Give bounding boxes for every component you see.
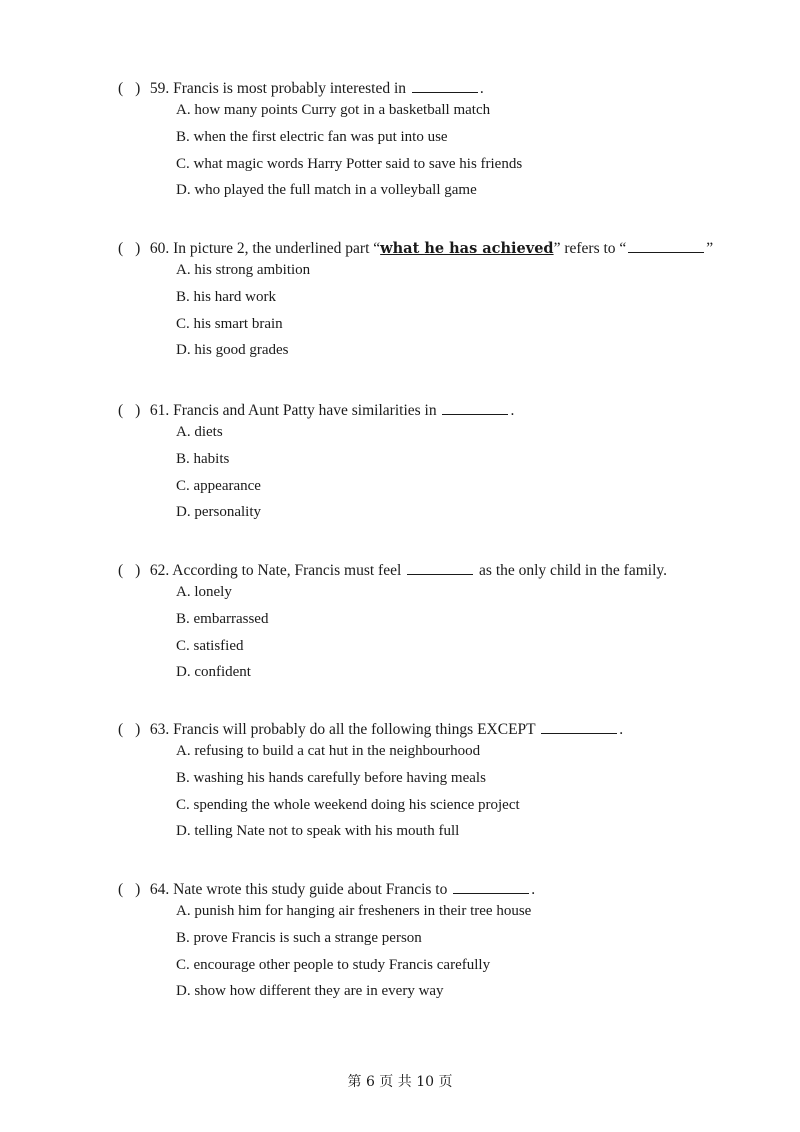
answer-blank bbox=[442, 400, 508, 415]
option-b: B. prove Francis is such a strange person bbox=[176, 929, 422, 946]
question-61 bbox=[118, 400, 778, 529]
question-stem bbox=[118, 78, 778, 100]
answer-blank bbox=[453, 879, 529, 894]
stem-text: Francis and Aunt Patty have similarities in bbox=[173, 402, 437, 419]
option-c: C. spending the whole weekend doing his science project bbox=[176, 796, 520, 813]
option-a: A. refusing to build a cat hut in the neighbourhood bbox=[176, 743, 481, 759]
option-d: D. show how different they are in every way bbox=[176, 983, 444, 1000]
answer-bracket[interactable]: ( ) bbox=[118, 240, 141, 257]
stem-end: . bbox=[531, 881, 536, 898]
options-list bbox=[176, 422, 778, 529]
stem-mid: ” refers to “ bbox=[553, 240, 627, 257]
question-63 bbox=[118, 719, 778, 848]
stem-end: . bbox=[510, 402, 515, 419]
question-59 bbox=[118, 78, 778, 207]
option-d: D. his good grades bbox=[176, 342, 289, 359]
option-d: D. who played the full match in a volleyball game bbox=[176, 182, 477, 199]
option-c: C. his smart brain bbox=[176, 315, 283, 332]
option-a: A. lonely bbox=[176, 584, 232, 600]
question-64 bbox=[118, 879, 778, 1008]
question-number: 61. bbox=[149, 402, 170, 419]
stem-end: . bbox=[479, 80, 484, 97]
option-c: C. satisfied bbox=[176, 637, 244, 654]
option-b: B. when the first electric fan was put into use bbox=[176, 128, 448, 145]
option-b: B. habits bbox=[176, 450, 230, 467]
stem-end: . bbox=[619, 721, 624, 738]
stem-text: According to Nate, Francis must feel bbox=[172, 562, 402, 579]
question-60 bbox=[118, 238, 778, 367]
question-stem bbox=[118, 719, 778, 741]
option-c: C. appearance bbox=[176, 477, 261, 494]
underlined-phrase: what he has achieved bbox=[380, 240, 554, 257]
options-list bbox=[176, 260, 778, 367]
question-number: 59. bbox=[149, 80, 170, 97]
option-b: B. his hard work bbox=[176, 288, 276, 305]
answer-bracket[interactable]: ( ) bbox=[118, 80, 141, 97]
answer-blank bbox=[412, 78, 478, 93]
question-number: 63. bbox=[149, 721, 170, 738]
stem-text: Nate wrote this study guide about Francis to bbox=[173, 881, 448, 898]
question-number: 64. bbox=[149, 881, 170, 898]
stem-text: In picture 2, the underlined part “ bbox=[173, 240, 381, 257]
answer-bracket[interactable]: ( ) bbox=[118, 881, 141, 898]
option-a: A. his strong ambition bbox=[176, 262, 311, 278]
stem-text: Francis will probably do all the following things EXCEPT bbox=[173, 721, 536, 738]
answer-blank bbox=[541, 719, 617, 734]
option-b: B. washing his hands carefully before having meals bbox=[176, 769, 486, 786]
options-list bbox=[176, 582, 778, 689]
question-stem bbox=[118, 879, 778, 901]
option-a: A. how many points Curry got in a basketball match bbox=[176, 102, 491, 118]
answer-bracket[interactable]: ( ) bbox=[118, 721, 141, 738]
option-d: D. confident bbox=[176, 664, 251, 681]
options-list bbox=[176, 741, 778, 848]
option-a: A. punish him for hanging air fresheners in their tree house bbox=[176, 903, 532, 919]
question-stem bbox=[118, 560, 778, 582]
options-list bbox=[176, 901, 778, 1008]
stem-end: ” bbox=[706, 240, 714, 257]
option-c: C. encourage other people to study Francis carefully bbox=[176, 956, 491, 973]
answer-bracket[interactable]: ( ) bbox=[118, 562, 141, 579]
option-d: D. telling Nate not to speak with his mouth full bbox=[176, 823, 460, 840]
page-number-footer: 第 6 页 共 10 页 bbox=[347, 1074, 453, 1090]
answer-blank bbox=[628, 238, 704, 253]
question-number: 60. bbox=[149, 240, 170, 257]
stem-end: as the only child in the family. bbox=[479, 562, 667, 579]
question-number: 62. bbox=[149, 562, 170, 579]
answer-bracket[interactable]: ( ) bbox=[118, 402, 141, 419]
option-c: C. what magic words Harry Potter said to save his friends bbox=[176, 155, 523, 172]
answer-blank bbox=[407, 560, 473, 575]
options-list bbox=[176, 100, 778, 207]
question-stem bbox=[118, 238, 778, 260]
option-d: D. personality bbox=[176, 504, 261, 521]
option-a: A. diets bbox=[176, 424, 223, 440]
question-stem bbox=[118, 400, 778, 422]
question-62 bbox=[118, 560, 778, 689]
option-b: B. embarrassed bbox=[176, 610, 269, 627]
stem-text: Francis is most probably interested in bbox=[173, 80, 407, 97]
